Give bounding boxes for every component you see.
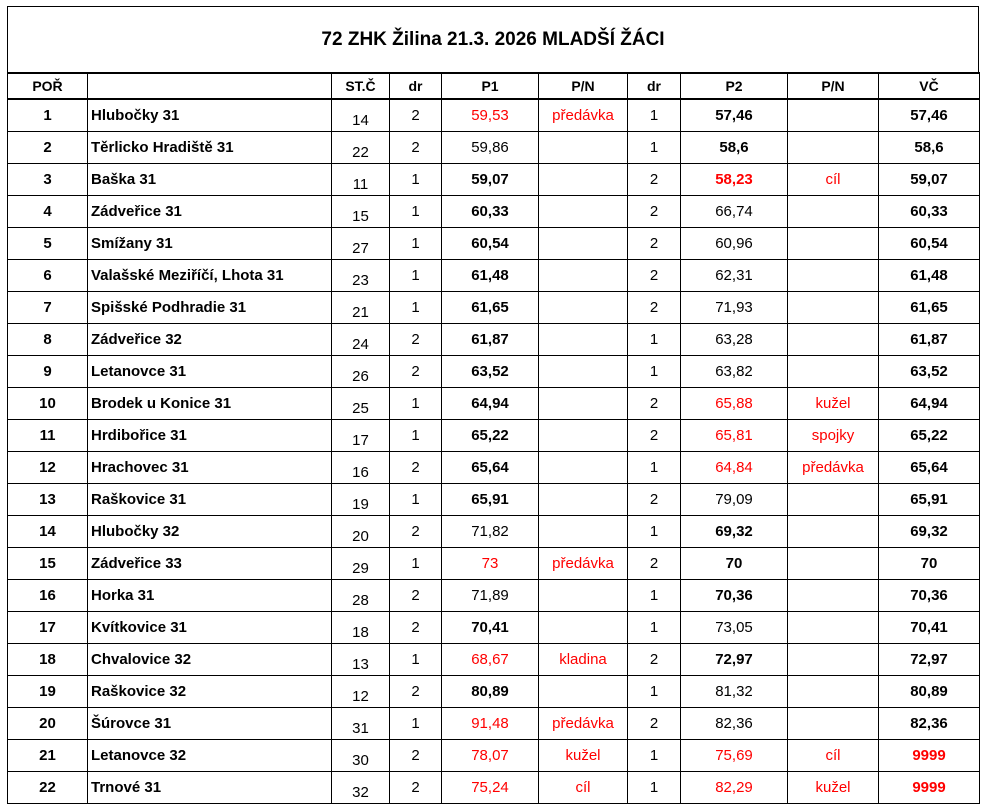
run-2-time-cell: 58,6 [681,132,788,164]
table-row [8,516,980,548]
best-time-cell: 57,46 [879,99,980,132]
start-number-cell: 28 [332,580,390,612]
team-name-cell: Zádveřice 31 [88,196,332,228]
track-1-cell: 1 [390,228,442,260]
run-2-time-cell: 70,36 [681,580,788,612]
track-1-cell: 2 [390,516,442,548]
col-header-run-1: P1 [442,73,539,99]
start-number-cell: 15 [332,196,390,228]
sheet-title: 72 ZHK Žilina 21.3. 2026 MLADŠÍ ŽÁCI [7,6,979,72]
rank-cell: 1 [8,99,88,132]
rank-cell: 11 [8,420,88,452]
rank-cell: 9 [8,356,88,388]
rank-cell: 13 [8,484,88,516]
run-1-time-cell: 59,53 [442,99,539,132]
penalty-1-cell [539,612,628,644]
col-header-penalty-2: P/N [788,73,879,99]
best-time-cell: 58,6 [879,132,980,164]
track-1-cell: 2 [390,324,442,356]
run-1-time-cell: 61,48 [442,260,539,292]
team-name-cell: Spišské Podhradie 31 [88,292,332,324]
team-name-cell: Letanovce 31 [88,356,332,388]
rank-cell: 8 [8,324,88,356]
penalty-1-cell [539,196,628,228]
track-2-cell: 2 [628,260,681,292]
run-1-time-cell: 91,48 [442,708,539,740]
penalty-2-cell [788,516,879,548]
best-time-cell: 9999 [879,772,980,804]
track-2-cell: 2 [628,292,681,324]
run-1-time-cell: 78,07 [442,740,539,772]
track-1-cell: 2 [390,740,442,772]
table-row [8,388,980,420]
team-name-cell: Hrachovec 31 [88,452,332,484]
run-1-time-cell: 68,67 [442,644,539,676]
team-name-cell: Horka 31 [88,580,332,612]
run-2-time-cell: 65,88 [681,388,788,420]
penalty-1-cell: kužel [539,740,628,772]
penalty-2-cell [788,132,879,164]
table-row [8,548,980,580]
track-2-cell: 1 [628,516,681,548]
rank-cell: 21 [8,740,88,772]
run-1-time-cell: 65,91 [442,484,539,516]
col-header-run-2: P2 [681,73,788,99]
run-1-time-cell: 65,64 [442,452,539,484]
rank-cell: 17 [8,612,88,644]
run-2-time-cell: 58,23 [681,164,788,196]
rank-cell: 4 [8,196,88,228]
best-time-cell: 72,97 [879,644,980,676]
run-1-time-cell: 61,87 [442,324,539,356]
track-2-cell: 1 [628,676,681,708]
best-time-cell: 59,07 [879,164,980,196]
run-2-time-cell: 65,81 [681,420,788,452]
penalty-2-cell: kužel [788,388,879,420]
penalty-2-cell: kužel [788,772,879,804]
results-table [7,72,980,804]
track-2-cell: 2 [628,388,681,420]
table-row [8,420,980,452]
run-2-time-cell: 66,74 [681,196,788,228]
penalty-2-cell [788,644,879,676]
penalty-1-cell [539,388,628,420]
team-name-cell: Těrlicko Hradiště 31 [88,132,332,164]
run-1-time-cell: 59,07 [442,164,539,196]
table-row [8,484,980,516]
penalty-2-cell: spojky [788,420,879,452]
team-name-cell: Hrdibořice 31 [88,420,332,452]
track-2-cell: 2 [628,708,681,740]
start-number-cell: 18 [332,612,390,644]
track-1-cell: 1 [390,484,442,516]
track-1-cell: 1 [390,388,442,420]
col-header-start-number: ST.Č [332,73,390,99]
track-1-cell: 2 [390,132,442,164]
penalty-1-cell: cíl [539,772,628,804]
penalty-2-cell [788,324,879,356]
team-name-cell: Chvalovice 32 [88,644,332,676]
run-2-time-cell: 62,31 [681,260,788,292]
track-2-cell: 2 [628,164,681,196]
col-header-penalty-1: P/N [539,73,628,99]
best-time-cell: 82,36 [879,708,980,740]
team-name-cell: Hlubočky 31 [88,99,332,132]
table-row [8,644,980,676]
run-1-time-cell: 65,22 [442,420,539,452]
table-row [8,676,980,708]
best-time-cell: 65,22 [879,420,980,452]
start-number-cell: 17 [332,420,390,452]
track-2-cell: 1 [628,580,681,612]
table-row [8,132,980,164]
results-sheet [7,6,979,804]
track-1-cell: 2 [390,676,442,708]
track-1-cell: 2 [390,452,442,484]
track-1-cell: 2 [390,612,442,644]
table-row [8,772,980,804]
penalty-1-cell [539,356,628,388]
table-row [8,196,980,228]
start-number-cell: 19 [332,484,390,516]
penalty-2-cell: cíl [788,164,879,196]
rank-cell: 15 [8,548,88,580]
penalty-1-cell [539,132,628,164]
table-row [8,292,980,324]
penalty-2-cell [788,612,879,644]
team-name-cell: Baška 31 [88,164,332,196]
track-1-cell: 1 [390,164,442,196]
rank-cell: 6 [8,260,88,292]
start-number-cell: 13 [332,644,390,676]
table-row [8,452,980,484]
run-2-time-cell: 75,69 [681,740,788,772]
penalty-1-cell [539,164,628,196]
best-time-cell: 61,65 [879,292,980,324]
penalty-1-cell: předávka [539,548,628,580]
rank-cell: 2 [8,132,88,164]
run-1-time-cell: 71,89 [442,580,539,612]
track-2-cell: 1 [628,132,681,164]
track-2-cell: 1 [628,324,681,356]
track-1-cell: 1 [390,644,442,676]
start-number-cell: 32 [332,772,390,804]
col-header-best-time: VČ [879,73,980,99]
run-1-time-cell: 63,52 [442,356,539,388]
penalty-1-cell [539,676,628,708]
team-name-cell: Valašské Meziříčí, Lhota 31 [88,260,332,292]
col-header-team [88,73,332,99]
penalty-1-cell [539,260,628,292]
table-row [8,99,980,132]
best-time-cell: 64,94 [879,388,980,420]
start-number-cell: 20 [332,516,390,548]
start-number-cell: 22 [332,132,390,164]
header-row [8,73,980,99]
table-row [8,708,980,740]
best-time-cell: 61,87 [879,324,980,356]
run-2-time-cell: 82,29 [681,772,788,804]
start-number-cell: 29 [332,548,390,580]
run-2-time-cell: 63,82 [681,356,788,388]
rank-cell: 19 [8,676,88,708]
penalty-2-cell [788,708,879,740]
penalty-2-cell: cíl [788,740,879,772]
table-row [8,324,980,356]
penalty-1-cell [539,484,628,516]
team-name-cell: Šúrovce 31 [88,708,332,740]
run-1-time-cell: 75,24 [442,772,539,804]
rank-cell: 20 [8,708,88,740]
run-1-time-cell: 64,94 [442,388,539,420]
track-1-cell: 1 [390,708,442,740]
run-1-time-cell: 59,86 [442,132,539,164]
start-number-cell: 26 [332,356,390,388]
penalty-1-cell [539,452,628,484]
run-1-time-cell: 60,33 [442,196,539,228]
penalty-2-cell [788,260,879,292]
track-1-cell: 1 [390,260,442,292]
track-2-cell: 1 [628,612,681,644]
start-number-cell: 25 [332,388,390,420]
best-time-cell: 60,54 [879,228,980,260]
rank-cell: 18 [8,644,88,676]
rank-cell: 12 [8,452,88,484]
run-2-time-cell: 70 [681,548,788,580]
track-1-cell: 2 [390,356,442,388]
best-time-cell: 80,89 [879,676,980,708]
track-1-cell: 1 [390,292,442,324]
penalty-1-cell: kladina [539,644,628,676]
team-name-cell: Brodek u Konice 31 [88,388,332,420]
table-row [8,580,980,612]
run-1-time-cell: 61,65 [442,292,539,324]
start-number-cell: 21 [332,292,390,324]
track-2-cell: 2 [628,228,681,260]
penalty-1-cell [539,516,628,548]
best-time-cell: 70 [879,548,980,580]
penalty-1-cell [539,580,628,612]
penalty-2-cell [788,356,879,388]
track-2-cell: 1 [628,356,681,388]
penalty-1-cell [539,228,628,260]
track-2-cell: 1 [628,772,681,804]
start-number-cell: 23 [332,260,390,292]
penalty-2-cell [788,228,879,260]
rank-cell: 5 [8,228,88,260]
track-2-cell: 2 [628,420,681,452]
penalty-2-cell [788,196,879,228]
best-time-cell: 70,41 [879,612,980,644]
penalty-2-cell [788,99,879,132]
run-1-time-cell: 71,82 [442,516,539,548]
team-name-cell: Hlubočky 32 [88,516,332,548]
col-header-track-2: dr [628,73,681,99]
team-name-cell: Kvítkovice 31 [88,612,332,644]
rank-cell: 7 [8,292,88,324]
penalty-1-cell: předávka [539,99,628,132]
team-name-cell: Raškovice 31 [88,484,332,516]
team-name-cell: Smížany 31 [88,228,332,260]
run-2-time-cell: 60,96 [681,228,788,260]
track-2-cell: 2 [628,548,681,580]
penalty-2-cell: předávka [788,452,879,484]
team-name-cell: Raškovice 32 [88,676,332,708]
best-time-cell: 9999 [879,740,980,772]
track-1-cell: 1 [390,196,442,228]
run-2-time-cell: 71,93 [681,292,788,324]
track-1-cell: 2 [390,99,442,132]
penalty-2-cell [788,548,879,580]
run-2-time-cell: 57,46 [681,99,788,132]
track-2-cell: 2 [628,644,681,676]
start-number-cell: 16 [332,452,390,484]
start-number-cell: 31 [332,708,390,740]
run-2-time-cell: 63,28 [681,324,788,356]
best-time-cell: 69,32 [879,516,980,548]
best-time-cell: 65,64 [879,452,980,484]
col-header-track-1: dr [390,73,442,99]
track-1-cell: 1 [390,548,442,580]
track-1-cell: 2 [390,580,442,612]
run-2-time-cell: 64,84 [681,452,788,484]
start-number-cell: 24 [332,324,390,356]
penalty-1-cell [539,292,628,324]
team-name-cell: Zádveřice 33 [88,548,332,580]
track-2-cell: 2 [628,484,681,516]
team-name-cell: Trnové 31 [88,772,332,804]
penalty-2-cell [788,292,879,324]
track-2-cell: 1 [628,99,681,132]
run-2-time-cell: 79,09 [681,484,788,516]
track-2-cell: 1 [628,740,681,772]
penalty-2-cell [788,484,879,516]
penalty-2-cell [788,676,879,708]
run-1-time-cell: 73 [442,548,539,580]
best-time-cell: 63,52 [879,356,980,388]
best-time-cell: 61,48 [879,260,980,292]
run-2-time-cell: 81,32 [681,676,788,708]
best-time-cell: 65,91 [879,484,980,516]
run-1-time-cell: 70,41 [442,612,539,644]
start-number-cell: 14 [332,99,390,132]
penalty-1-cell [539,324,628,356]
start-number-cell: 27 [332,228,390,260]
team-name-cell: Zádveřice 32 [88,324,332,356]
track-2-cell: 2 [628,196,681,228]
table-row [8,228,980,260]
penalty-1-cell [539,420,628,452]
table-row [8,164,980,196]
table-row [8,260,980,292]
run-2-time-cell: 82,36 [681,708,788,740]
rank-cell: 10 [8,388,88,420]
run-1-time-cell: 80,89 [442,676,539,708]
run-2-time-cell: 69,32 [681,516,788,548]
rank-cell: 14 [8,516,88,548]
start-number-cell: 12 [332,676,390,708]
penalty-1-cell: předávka [539,708,628,740]
best-time-cell: 70,36 [879,580,980,612]
col-header-rank: POŘ [8,73,88,99]
penalty-2-cell [788,580,879,612]
start-number-cell: 30 [332,740,390,772]
best-time-cell: 60,33 [879,196,980,228]
track-1-cell: 2 [390,772,442,804]
table-row [8,356,980,388]
track-1-cell: 1 [390,420,442,452]
run-2-time-cell: 73,05 [681,612,788,644]
rank-cell: 22 [8,772,88,804]
track-2-cell: 1 [628,452,681,484]
rank-cell: 16 [8,580,88,612]
team-name-cell: Letanovce 32 [88,740,332,772]
rank-cell: 3 [8,164,88,196]
run-2-time-cell: 72,97 [681,644,788,676]
run-1-time-cell: 60,54 [442,228,539,260]
table-row [8,612,980,644]
start-number-cell: 11 [332,164,390,196]
